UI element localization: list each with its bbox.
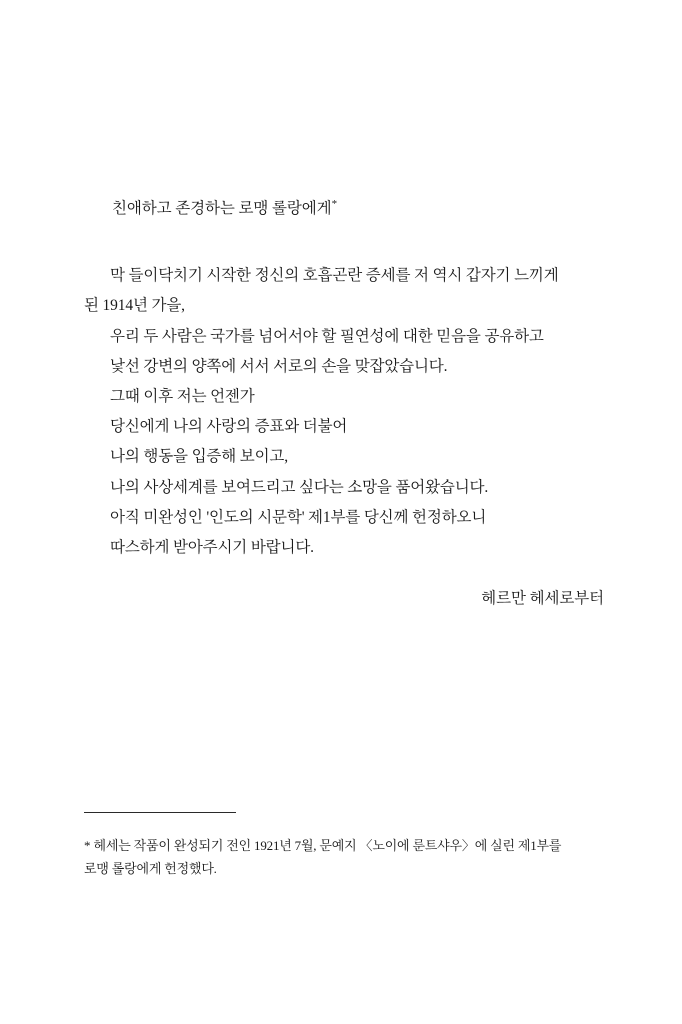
footnote-section — [84, 812, 600, 881]
footnote-marker: * — [331, 198, 338, 210]
dedication-text: 친애하고 존경하는 로맹 롤랑에게 — [112, 200, 332, 218]
letter-body — [84, 196, 604, 563]
body-line: 당신에게 나의 사랑의 증표와 더불어 — [110, 418, 348, 436]
body-line: 막 들이닥치기 시작한 정신의 호흡곤란 증세를 저 역시 갑자기 느끼게 — [110, 267, 559, 285]
footnote-divider — [84, 812, 236, 813]
footnote-line: 로맹 롤랑에게 헌정했다. — [84, 860, 217, 876]
footnote-text — [84, 835, 600, 881]
body-line: 낯선 강변의 양쪽에 서서 서로의 손을 맞잡았습니다. — [110, 357, 448, 375]
body-line: 그때 이후 저는 언젠가 — [110, 388, 255, 406]
footnote-line — [84, 835, 600, 858]
signature: 헤르만 헤세로부터 — [481, 590, 604, 607]
body-line: 아직 미완성인 '인도의 시문학' 제1부를 당신께 헌정하오니 — [110, 508, 487, 526]
letter-paragraph — [84, 261, 604, 563]
body-line: 따스하게 받아주시기 바랍니다. — [110, 539, 314, 557]
dedication-line — [84, 196, 604, 221]
footnote-marker-symbol: * — [84, 838, 91, 853]
footnote-line-text: 헤세는 작품이 완성되기 전인 1921년 7월, 문예지 〈노이에 룬트샤우〉에 실린 제1부를 — [90, 838, 562, 853]
body-line: 우리 두 사람은 국가를 넘어서야 할 필연성에 대한 믿음을 공유하고 — [110, 327, 544, 345]
body-line: 나의 사상세계를 보여드리고 싶다는 소망을 품어왔습니다. — [110, 478, 489, 496]
body-line: 된 1914년 가을, — [84, 297, 185, 315]
body-line: 나의 행동을 입증해 보이고, — [110, 448, 288, 466]
